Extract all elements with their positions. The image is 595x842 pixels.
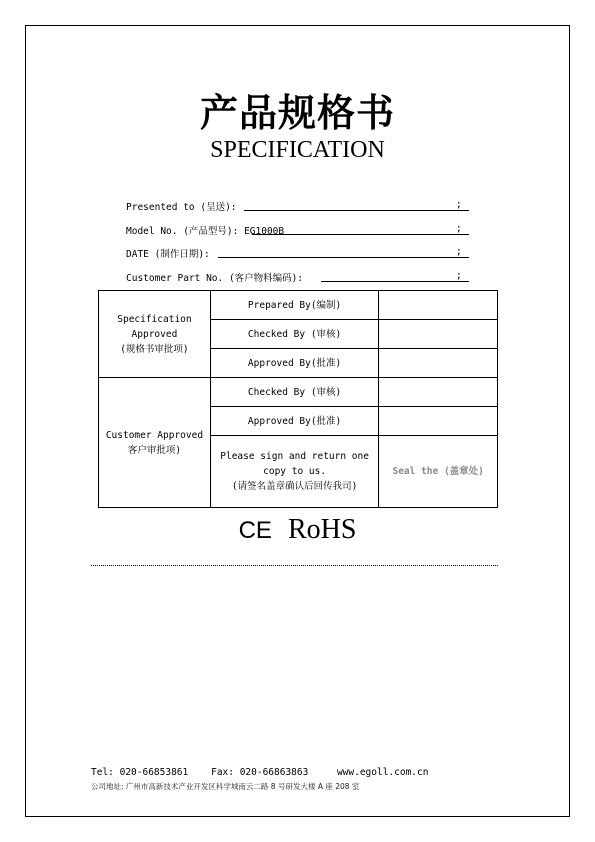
approved-by-sign-cell[interactable]: [379, 349, 498, 378]
contact-info: Tel: 020-66853861 Fax: 020-66863863 www.egoll.com.cn: [91, 767, 429, 778]
certification-logos: [0, 514, 595, 546]
model-no-end: ;: [456, 223, 462, 234]
prepared-by-label: Prepared By(编制): [210, 291, 379, 320]
sign-return-line1: Please sign and return one: [220, 451, 369, 462]
spec-group-line2: Approved: [131, 328, 178, 340]
customer-part-end: ;: [456, 270, 462, 281]
sign-return-line2: copy to us.: [263, 466, 327, 477]
presented-to-end: ;: [456, 199, 462, 210]
presented-to-label: Presented to (呈送):: [126, 202, 237, 213]
customer-checked-by-label: Checked By (审核): [210, 378, 379, 407]
title-chinese: 产品规格书: [199, 90, 395, 135]
customer-group-line1: Customer Approved: [105, 429, 204, 441]
model-no-value[interactable]: EG1000B: [238, 226, 285, 237]
title-english: SPECIFICATION: [210, 137, 385, 163]
approval-table: [98, 290, 498, 508]
customer-part-field: [126, 270, 462, 284]
presented-to-field: [126, 199, 462, 213]
customer-approved-by-sign-cell[interactable]: [379, 407, 498, 436]
seal-cell[interactable]: Seal the (盖章处): [379, 436, 498, 508]
ce-mark-icon: CE: [238, 517, 272, 544]
date-end: ;: [456, 246, 462, 257]
dotted-divider: [91, 565, 498, 566]
spec-group-line1: Specification: [117, 313, 192, 325]
presented-to-underline: [244, 210, 469, 211]
spec-group-line3: (规格书审批项): [120, 343, 189, 355]
date-field: [126, 246, 462, 260]
customer-part-label: Customer Part No. (客户物料编码):: [126, 273, 304, 284]
customer-group-line2: 客户审批项): [127, 444, 182, 456]
checked-by-label: Checked By (审核): [210, 320, 379, 349]
customer-checked-by-sign-cell[interactable]: [379, 378, 498, 407]
rohs-mark: RoHS: [287, 514, 357, 545]
model-no-label: Model No. (产品型号):: [126, 226, 239, 237]
spec-approved-group-cell: [99, 291, 211, 378]
customer-approved-group-cell: [99, 378, 211, 508]
company-address: 公司地址: 广州市高新技术产业开发区科学城南云二路 8 号研发大楼 A 座 208 室: [91, 782, 360, 791]
model-no-field: [126, 223, 462, 237]
model-no-underline: [252, 234, 469, 235]
checked-by-sign-cell[interactable]: [379, 320, 498, 349]
customer-part-underline: [321, 281, 469, 282]
sign-return-line3: (请签名盖章确认后回传我司): [231, 481, 358, 492]
approved-by-label: Approved By(批准): [210, 349, 379, 378]
prepared-by-sign-cell[interactable]: [379, 291, 498, 320]
customer-approved-by-label: Approved By(批准): [210, 407, 379, 436]
date-label: DATE (制作日期):: [126, 249, 210, 260]
sign-return-instruction: [210, 436, 379, 508]
date-underline: [218, 257, 469, 258]
